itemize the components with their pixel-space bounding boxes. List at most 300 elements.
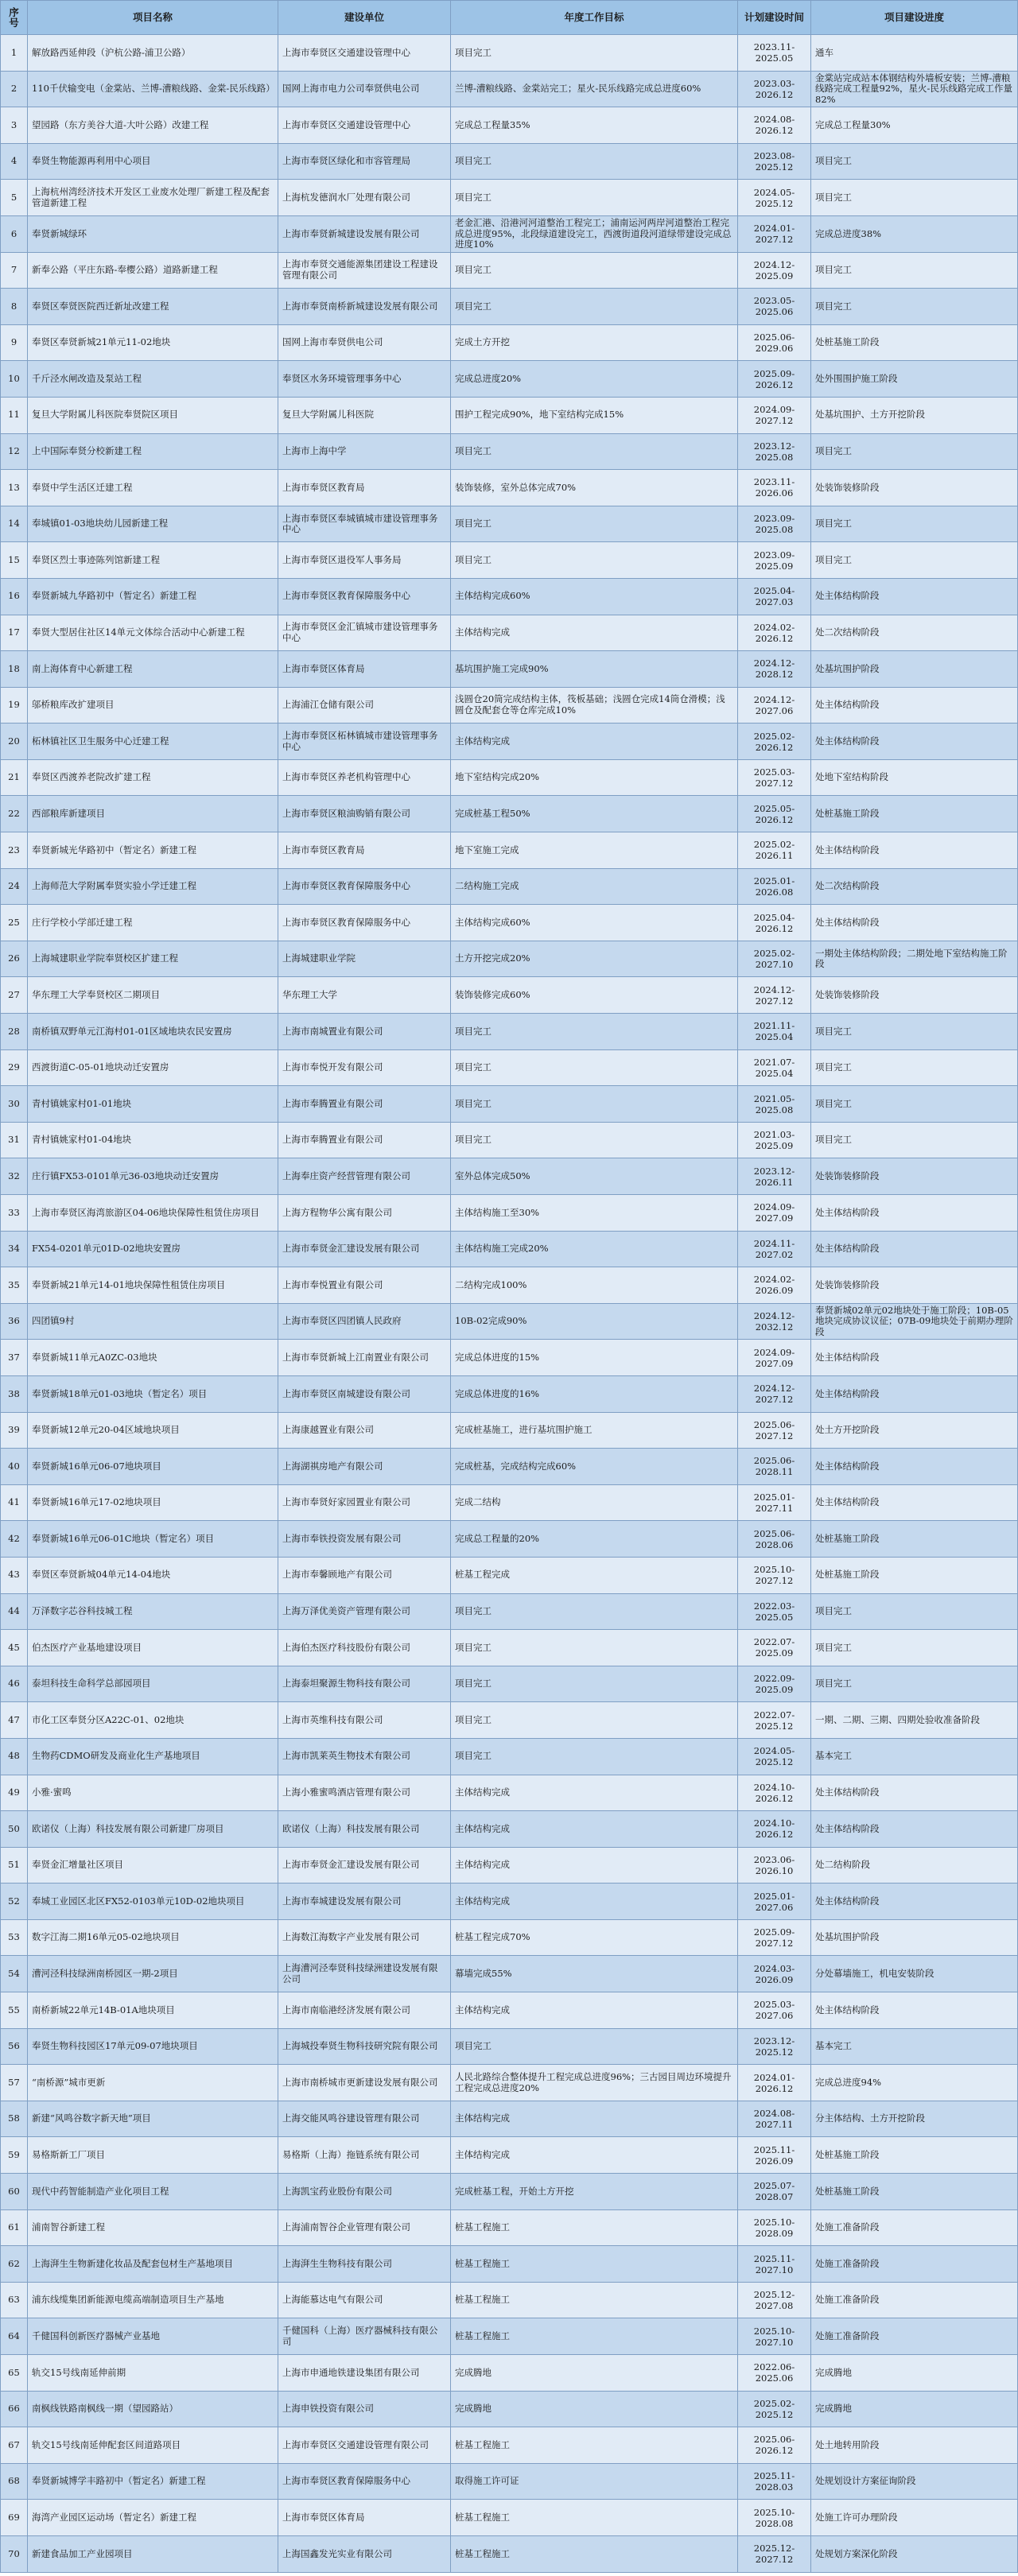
cell-planned-period: [738, 1811, 811, 1848]
cell-no: 36: [0, 1304, 28, 1340]
cell-no: 50: [0, 1811, 28, 1848]
cell-annual-target: 取得施工许可证: [451, 2464, 738, 2500]
cell-no: 55: [0, 1992, 28, 2029]
cell-progress: 项目完工: [811, 542, 1018, 579]
cell-annual-target: 二结构施工完成: [451, 869, 738, 906]
period-start: 2024.05-: [753, 186, 795, 198]
cell-planned-period: [738, 35, 811, 72]
cell-annual-target: 人民北路综合整体提升工程完成总进度96%；三古园目周边环境提升工程完成总进度20%: [451, 2065, 738, 2101]
cell-no: 9: [0, 325, 28, 362]
cell-construction-unit: 复旦大学附属儿科医院: [278, 398, 451, 434]
cell-annual-target: 完成总工程量的20%: [451, 1521, 738, 1558]
cell-progress: 处主体结构阶段: [811, 1232, 1018, 1268]
cell-construction-unit: 上海市凯莱英生物技术有限公司: [278, 1739, 451, 1775]
period-start: 2025.06-: [753, 1418, 795, 1430]
cell-planned-period: [738, 2355, 811, 2392]
cell-no: 23: [0, 832, 28, 869]
cell-project-name: 浦东线缆集团新能源电缆高端制造项目生产基地: [28, 2283, 278, 2319]
cell-progress: 一期、二期、三期、四期处验收准备阶段: [811, 1702, 1018, 1739]
cell-project-name: 西部粮库新建项目: [28, 796, 278, 832]
cell-construction-unit: 上海泰坦聚源生物科技有限公司: [278, 1666, 451, 1703]
cell-construction-unit: 上海城投奉贤生物科技研究院有限公司: [278, 2029, 451, 2066]
period-end: 2027.11: [755, 1503, 794, 1515]
cell-project-name: 奉贤新城16单元17-02地块项目: [28, 1485, 278, 1522]
period-start: 2023.12-: [753, 440, 795, 452]
cell-planned-period: [738, 1702, 811, 1739]
cell-no: 24: [0, 869, 28, 906]
period-end: 2028.11: [755, 1466, 794, 1478]
cell-progress: 处规划设计方案征询阶段: [811, 2464, 1018, 2500]
cell-project-name: 四团镇9村: [28, 1304, 278, 1340]
period-end: 2025.12: [755, 2046, 794, 2058]
cell-annual-target: 主体结构完成: [451, 1775, 738, 1812]
cell-project-name: 新建食品加工产业园项目: [28, 2536, 278, 2573]
cell-project-name: 上海城建职业学院奉贤校区扩建工程: [28, 941, 278, 978]
cell-annual-target: 地下室结构完成20%: [451, 760, 738, 797]
cell-construction-unit: 上海市奉贤金汇建设发展有限公司: [278, 1848, 451, 1884]
cell-progress: 项目完工: [811, 144, 1018, 180]
cell-construction-unit: 上海数江海数字产业发展有限公司: [278, 1920, 451, 1957]
cell-no: 19: [0, 688, 28, 724]
cell-construction-unit: 上海市奉贤区教育局: [278, 470, 451, 506]
period-start: 2025.10-: [753, 1564, 795, 1576]
cell-planned-period: [738, 977, 811, 1014]
cell-progress: 处主体结构阶段: [811, 724, 1018, 760]
cell-construction-unit: 上海市上海中学: [278, 434, 451, 471]
cell-no: 29: [0, 1050, 28, 1087]
cell-construction-unit: 上海市奉贤区南城建设有限公司: [278, 1376, 451, 1413]
cell-annual-target: 项目完工: [451, 2029, 738, 2066]
cell-construction-unit: 上海市奉腾置业有限公司: [278, 1086, 451, 1123]
cell-annual-target: 围护工程完成90%，地下室结构完成15%: [451, 398, 738, 434]
cell-progress: 处基坑围护阶段: [811, 1920, 1018, 1957]
cell-no: 28: [0, 1014, 28, 1050]
period-start: 2024.11-: [753, 1237, 795, 1249]
period-end: 2027.06: [755, 2010, 794, 2022]
cell-planned-period: [738, 1195, 811, 1232]
cell-annual-target: 完成桩基工程50%: [451, 796, 738, 832]
cell-planned-period: [738, 144, 811, 180]
cell-planned-period: [738, 1449, 811, 1485]
cell-project-name: 现代中药智能制造产业化项目工程: [28, 2174, 278, 2210]
cell-annual-target: 主体结构完成: [451, 1884, 738, 1920]
cell-planned-period: [738, 1014, 811, 1050]
cell-construction-unit: 上海小雅蜜鸣酒店管理有限公司: [278, 1775, 451, 1812]
cell-no: 5: [0, 180, 28, 216]
cell-planned-period: [738, 2536, 811, 2573]
cell-no: 2: [0, 72, 28, 108]
cell-annual-target: 完成二结构: [451, 1485, 738, 1522]
cell-no: 41: [0, 1485, 28, 1522]
period-start: 2022.07-: [753, 1709, 795, 1721]
cell-construction-unit: 上海市奉贤区退役军人事务局: [278, 542, 451, 579]
cell-construction-unit: 上海市奉贤新城上江南置业有限公司: [278, 1340, 451, 1376]
cell-progress: 项目完工: [811, 434, 1018, 471]
cell-planned-period: [738, 1086, 811, 1123]
cell-progress: 处施工准备阶段: [811, 2283, 1018, 2319]
cell-construction-unit: 上海市奉悦开发有限公司: [278, 1050, 451, 1087]
cell-no: 58: [0, 2101, 28, 2138]
period-start: 2025.12-: [753, 2543, 795, 2555]
cell-progress: 处施工许可办理阶段: [811, 2500, 1018, 2536]
cell-planned-period: [738, 361, 811, 398]
period-end: 2026.12: [755, 741, 794, 753]
period-start: 2024.12-: [753, 1383, 795, 1395]
cell-planned-period: [738, 1739, 811, 1775]
cell-construction-unit: 上海市奉贤南桥新城建设发展有限公司: [278, 289, 451, 325]
cell-construction-unit: 上海市英维科技有限公司: [278, 1702, 451, 1739]
period-end: 2026.09: [755, 1973, 794, 1985]
period-end: 2027.06: [755, 1901, 794, 1913]
cell-construction-unit: 上海申铁投资有限公司: [278, 2392, 451, 2428]
cell-construction-unit: 上海康越置业有限公司: [278, 1413, 451, 1449]
cell-construction-unit: 华东理工大学: [278, 977, 451, 1014]
cell-planned-period: [738, 1992, 811, 2029]
cell-planned-period: [738, 2065, 811, 2101]
cell-planned-period: [738, 1558, 811, 1594]
cell-annual-target: 桩基工程施工: [451, 2427, 738, 2464]
cell-construction-unit: 上海城建职业学院: [278, 941, 451, 978]
period-start: 2025.12-: [753, 2289, 795, 2301]
period-end: 2028.03: [755, 2481, 794, 2493]
cell-no: 33: [0, 1195, 28, 1232]
period-start: 2025.01-: [753, 1492, 795, 1503]
cell-annual-target: 项目完工: [451, 144, 738, 180]
cell-no: 53: [0, 1920, 28, 1957]
cell-planned-period: [738, 1884, 811, 1920]
cell-project-name: 奉贤新城九华路初中（暂定名）新建工程: [28, 579, 278, 615]
cell-planned-period: [738, 760, 811, 797]
cell-project-name: 生物药CDMO研发及商业化生产基地项目: [28, 1739, 278, 1775]
cell-planned-period: [738, 1594, 811, 1631]
cell-construction-unit: 上海市奉贤区教育保障服务中心: [278, 905, 451, 941]
cell-construction-unit: 上海市奉贤新城建设发展有限公司: [278, 216, 451, 253]
cell-planned-period: [738, 1956, 811, 1992]
cell-annual-target: 主体结构完成: [451, 1992, 738, 2029]
cell-planned-period: [738, 688, 811, 724]
cell-progress: 处二次结构阶段: [811, 869, 1018, 906]
cell-planned-period: [738, 72, 811, 108]
period-start: 2023.08-: [753, 150, 795, 162]
cell-annual-target: 老金汇港、沿港河河道整治工程完工；浦南运河两岸河道整治工程完成总进度95%，北段绿道建设完工，西渡街道段河道绿带建设完成总进度10%: [451, 216, 738, 253]
period-end: 2028.07: [755, 2191, 794, 2203]
period-start: 2025.04-: [753, 585, 795, 597]
cell-no: 62: [0, 2246, 28, 2283]
cell-progress: 处施工准备阶段: [811, 2210, 1018, 2247]
cell-annual-target: 桩基工程施工: [451, 2210, 738, 2247]
cell-project-name: 千斤泾水闸改造及泵站工程: [28, 361, 278, 398]
period-end: 2025.09: [755, 270, 794, 281]
cell-planned-period: [738, 107, 811, 144]
cell-construction-unit: 上海市奉贤好家园置业有限公司: [278, 1485, 451, 1522]
cell-project-name: 复旦大学附属儿科医院奉贤院区项目: [28, 398, 278, 434]
cell-construction-unit: 上海市南桥城市更新建设发展有限公司: [278, 2065, 451, 2101]
cell-annual-target: 项目完工: [451, 1630, 738, 1666]
cell-project-name: 奉贤新城18单元01-03地块（暂定名）项目: [28, 1376, 278, 1413]
period-end: 2026.09: [755, 1285, 794, 1297]
cell-no: 59: [0, 2137, 28, 2174]
cell-no: 66: [0, 2392, 28, 2428]
cell-project-name: 海湾产业园区运动场（暂定名）新建工程: [28, 2500, 278, 2536]
cell-annual-target: 项目完工: [451, 434, 738, 471]
cell-construction-unit: 上海万泽优美资产管理有限公司: [278, 1594, 451, 1631]
period-start: 2024.10-: [753, 1818, 795, 1829]
cell-no: 49: [0, 1775, 28, 1812]
period-end: 2025.12: [755, 161, 794, 173]
cell-planned-period: [738, 1920, 811, 1957]
cell-project-name: 奉贤区奉贤新城21单元11-02地块: [28, 325, 278, 362]
period-start: 2024.10-: [753, 1781, 795, 1793]
cell-progress: 处土地转用阶段: [811, 2427, 1018, 2464]
cell-project-name: 邬桥粮库改扩建项目: [28, 688, 278, 724]
period-end: 2027.12: [755, 1575, 794, 1587]
cell-project-name: 南桥新城22单元14B-01A地块项目: [28, 1992, 278, 2029]
cell-annual-target: 完成桩基工程，开始土方开挖: [451, 2174, 738, 2210]
period-end: 2026.06: [755, 487, 794, 499]
period-start: 2025.07-: [753, 2180, 795, 2192]
cell-progress: 处外围围护施工阶段: [811, 361, 1018, 398]
cell-construction-unit: 上海市南城置业有限公司: [278, 1014, 451, 1050]
cell-progress: 一期处主体结构阶段；二期处地下室结构施工阶段: [811, 941, 1018, 978]
cell-project-name: 西渡街道C-05-01地块动迁安置房: [28, 1050, 278, 1087]
cell-progress: 处主体结构阶段: [811, 1992, 1018, 2029]
cell-no: 65: [0, 2355, 28, 2392]
cell-project-name: 奉贤区奉贤新城04单元14-04地块: [28, 1558, 278, 1594]
cell-progress: 项目完工: [811, 506, 1018, 543]
period-end: 2027.02: [755, 1248, 794, 1260]
cell-no: 51: [0, 1848, 28, 1884]
period-start: 2023.09-: [753, 513, 795, 525]
cell-construction-unit: 上海交能风鸣谷建设管理有限公司: [278, 2101, 451, 2138]
cell-annual-target: 桩基工程施工: [451, 2500, 738, 2536]
cell-no: 31: [0, 1123, 28, 1159]
cell-construction-unit: 千健国科（上海）医疗器械科技有限公司: [278, 2318, 451, 2355]
cell-no: 43: [0, 1558, 28, 1594]
cell-annual-target: 装饰装修，室外总体完成70%: [451, 470, 738, 506]
cell-planned-period: [738, 1666, 811, 1703]
cell-no: 54: [0, 1956, 28, 1992]
cell-progress: 金棠站完成站本体钢结构外墙板安装；兰博-漕粮线路完成工程量92%，星火-民乐线路完成工作量82%: [811, 72, 1018, 108]
cell-annual-target: 土方开挖完成20%: [451, 941, 738, 978]
period-start: 2025.03-: [753, 766, 795, 778]
period-start: 2024.08-: [753, 114, 795, 126]
period-end: 2026.12: [755, 1792, 794, 1804]
cell-annual-target: 项目完工: [451, 1594, 738, 1631]
period-end: 2025.08: [755, 524, 794, 536]
cell-construction-unit: 上海市奉贤区体育局: [278, 2500, 451, 2536]
cell-construction-unit: 上海能慕达电气有限公司: [278, 2283, 451, 2319]
period-start: 2022.09-: [753, 1673, 795, 1685]
cell-annual-target: 完成总体进度的15%: [451, 1340, 738, 1376]
header-planned-period: 计划建设时间: [738, 0, 811, 35]
period-start: 2024.05-: [753, 1745, 795, 1757]
cell-construction-unit: 上海浦江仓储有限公司: [278, 688, 451, 724]
cell-project-name: 奉贤区烈士事迹陈列馆新建工程: [28, 542, 278, 579]
period-end: 2026.12: [755, 1829, 794, 1841]
cell-planned-period: [738, 615, 811, 652]
period-end: 2027.12: [755, 1430, 794, 1441]
cell-project-name: 奉贤生物科技园区17单元09-07地块项目: [28, 2029, 278, 2066]
period-end: 2025.12: [755, 2408, 794, 2420]
period-start: 2024.12-: [753, 258, 795, 270]
cell-annual-target: 完成土方开挖: [451, 325, 738, 362]
cell-project-name: 庄行学校小学部迁建工程: [28, 905, 278, 941]
period-end: 2025.09: [755, 1647, 794, 1659]
cell-planned-period: [738, 1232, 811, 1268]
cell-planned-period: [738, 1848, 811, 1884]
period-start: 2024.09-: [753, 1201, 795, 1213]
period-end: 2026.12: [755, 813, 794, 825]
period-end: 2029.06: [755, 343, 794, 355]
cell-project-name: 上海湃生生物新建化妆品及配套包材生产基地项目: [28, 2246, 278, 2283]
cell-planned-period: [738, 941, 811, 978]
cell-annual-target: 桩基工程施工: [451, 2318, 738, 2355]
period-end: 2026.12: [755, 2082, 794, 2094]
cell-construction-unit: 上海市奉城建设发展有限公司: [278, 1884, 451, 1920]
cell-progress: 完成总工程量30%: [811, 107, 1018, 144]
cell-no: 56: [0, 2029, 28, 2066]
cell-progress: 处桩基施工阶段: [811, 796, 1018, 832]
period-end: 2026.12: [755, 88, 794, 100]
cell-project-name: 奉贤中学生活区迁建工程: [28, 470, 278, 506]
cell-planned-period: [738, 832, 811, 869]
header-project-name: 项目名称: [28, 0, 278, 35]
cell-project-name: 奉贤新城11单元A0ZC-03地块: [28, 1340, 278, 1376]
cell-project-name: 浦南智谷新建工程: [28, 2210, 278, 2247]
cell-construction-unit: 上海市奉贤交通能源集团建设工程建设管理有限公司: [278, 253, 451, 289]
cell-no: 10: [0, 361, 28, 398]
cell-construction-unit: 上海市奉贤区粮油购销有限公司: [278, 796, 451, 832]
cell-planned-period: [738, 325, 811, 362]
period-start: 2025.09-: [753, 367, 795, 379]
period-start: 2023.11-: [753, 41, 795, 53]
cell-construction-unit: 上海市奉贤区四团镇人民政府: [278, 1304, 451, 1340]
cell-planned-period: [738, 1376, 811, 1413]
period-start: 2025.11-: [753, 2470, 795, 2482]
cell-no: 22: [0, 796, 28, 832]
period-end: 2025.04: [755, 1067, 794, 1079]
cell-no: 63: [0, 2283, 28, 2319]
cell-progress: 基本完工: [811, 1739, 1018, 1775]
period-end: 2025.09: [755, 1684, 794, 1696]
cell-project-name: 南桥镇双野单元江海村01-01区域地块农民安置房: [28, 1014, 278, 1050]
cell-progress: 处主体结构阶段: [811, 1485, 1018, 1522]
cell-annual-target: 主体结构完成: [451, 724, 738, 760]
cell-progress: 分处幕墙施工，机电安装阶段: [811, 1956, 1018, 1992]
cell-annual-target: 主体结构完成60%: [451, 579, 738, 615]
cell-no: 26: [0, 941, 28, 978]
cell-progress: 项目完工: [811, 1014, 1018, 1050]
period-end: 2027.11: [755, 2119, 794, 2131]
cell-project-name: 上海杭州湾经济技术开发区工业废水处理厂新建工程及配套管道新建工程: [28, 180, 278, 216]
cell-progress: 项目完工: [811, 253, 1018, 289]
cell-construction-unit: 上海市奉贤区教育局: [278, 832, 451, 869]
period-start: 2025.10-: [753, 2216, 795, 2228]
cell-construction-unit: 上海市奉贤区奉城镇城市建设管理事务中心: [278, 506, 451, 543]
period-end: 2025.06: [755, 306, 794, 318]
period-start: 2025.01-: [753, 875, 795, 886]
cell-project-name: 万泽数字芯谷科技城工程: [28, 1594, 278, 1631]
cell-planned-period: [738, 1485, 811, 1522]
cell-planned-period: [738, 398, 811, 434]
cell-annual-target: 基坑围护施工完成90%: [451, 651, 738, 688]
cell-no: 14: [0, 506, 28, 543]
cell-progress: 处桩基施工阶段: [811, 1521, 1018, 1558]
period-end: 2027.06: [755, 704, 794, 716]
cell-annual-target: 地下室施工完成: [451, 832, 738, 869]
cell-no: 37: [0, 1340, 28, 1376]
cell-no: 13: [0, 470, 28, 506]
cell-planned-period: [738, 2210, 811, 2247]
cell-progress: 处主体结构阶段: [811, 1376, 1018, 1413]
period-end: 2026.12: [755, 378, 794, 390]
cell-progress: 完成总进度38%: [811, 216, 1018, 253]
period-start: 2024.01-: [753, 223, 795, 235]
cell-no: 70: [0, 2536, 28, 2573]
period-end: 2027.12: [755, 415, 794, 427]
period-end: 2027.12: [755, 2554, 794, 2566]
period-start: 2025.06-: [753, 1455, 795, 1467]
cell-construction-unit: 上海浦南智谷企业管理有限公司: [278, 2210, 451, 2247]
cell-planned-period: [738, 2283, 811, 2319]
cell-no: 11: [0, 398, 28, 434]
header-no: 序号: [0, 0, 28, 35]
cell-annual-target: 装饰装修完成60%: [451, 977, 738, 1014]
cell-project-name: 奉城镇01-03地块幼儿园新建工程: [28, 506, 278, 543]
period-start: 2024.02-: [753, 1274, 795, 1286]
period-start: 2025.06-: [753, 1527, 795, 1539]
cell-annual-target: 项目完工: [451, 1123, 738, 1159]
cell-planned-period: [738, 1413, 811, 1449]
cell-annual-target: 项目完工: [451, 1666, 738, 1703]
period-start: 2024.12-: [753, 693, 795, 705]
period-start: 2025.03-: [753, 1999, 795, 2011]
cell-planned-period: [738, 869, 811, 906]
period-end: 2027.09: [755, 1357, 794, 1369]
cell-no: 25: [0, 905, 28, 941]
cell-no: 46: [0, 1666, 28, 1703]
period-end: 2026.12: [755, 2445, 794, 2457]
cell-no: 42: [0, 1521, 28, 1558]
cell-no: 4: [0, 144, 28, 180]
cell-progress: 完成总进度94%: [811, 2065, 1018, 2101]
cell-construction-unit: 上海市奉贤区交通建设管理中心: [278, 107, 451, 144]
cell-no: 27: [0, 977, 28, 1014]
cell-project-name: 奉贤大型居住社区14单元文体综合活动中心新建工程: [28, 615, 278, 652]
cell-no: 38: [0, 1376, 28, 1413]
cell-planned-period: [738, 2029, 811, 2066]
cell-construction-unit: 上海奉庄资产经营管理有限公司: [278, 1158, 451, 1195]
cell-no: 17: [0, 615, 28, 652]
period-start: 2021.11-: [753, 1020, 795, 1032]
period-end: 2026.11: [755, 1176, 794, 1188]
cell-construction-unit: 上海湃生生物科技有限公司: [278, 2246, 451, 2283]
cell-planned-period: [738, 2101, 811, 2138]
period-start: 2023.12-: [753, 2035, 795, 2046]
cell-construction-unit: 上海市奉铁投资发展有限公司: [278, 1521, 451, 1558]
cell-project-name: 轨交15号线南延伸前期: [28, 2355, 278, 2392]
cell-annual-target: 完成总进度20%: [451, 361, 738, 398]
cell-planned-period: [738, 724, 811, 760]
period-start: 2025.02-: [753, 948, 795, 960]
cell-progress: 项目完工: [811, 1123, 1018, 1159]
period-end: 2025.08: [755, 1104, 794, 1115]
cell-no: 44: [0, 1594, 28, 1631]
cell-no: 45: [0, 1630, 28, 1666]
period-end: 2025.09: [755, 1140, 794, 1152]
cell-progress: 处施工准备阶段: [811, 2318, 1018, 2355]
cell-progress: 分主体结构、土方开挖阶段: [811, 2101, 1018, 2138]
